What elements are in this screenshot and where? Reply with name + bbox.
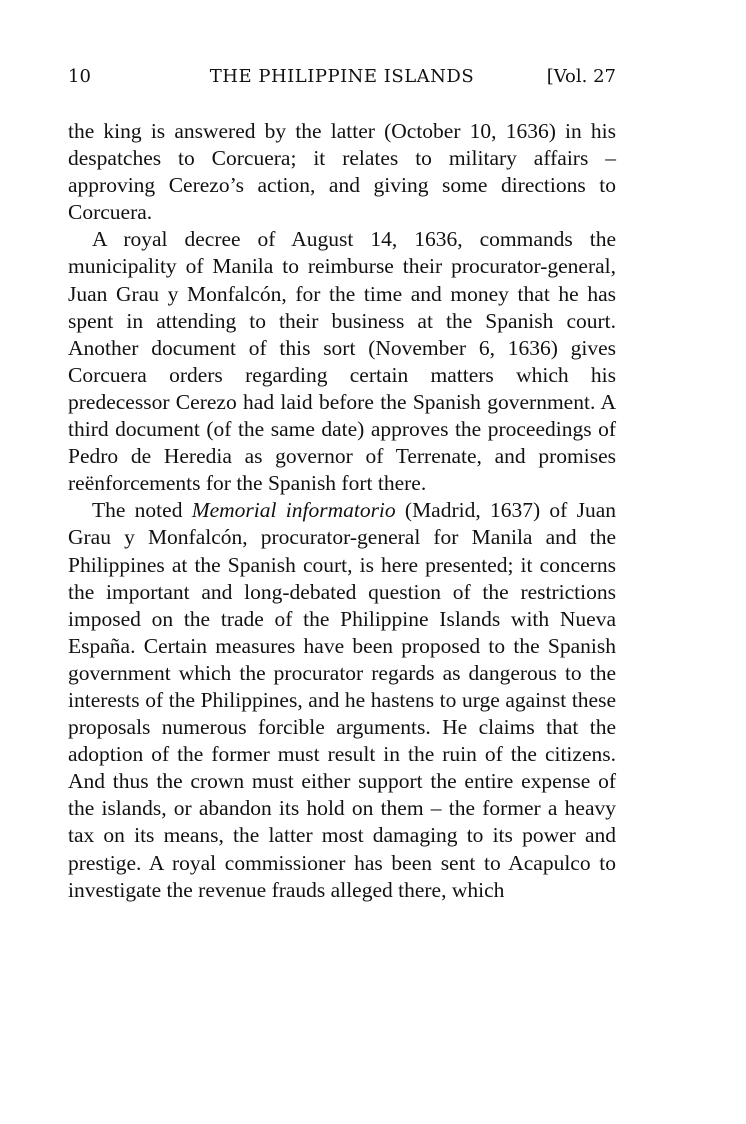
paragraph-2: A royal decree of August 14, 1636, commands the municipality of Manila to reimburse their procurator-general, Juan Grau y Monfalcón, for the time and money that he has spent in attending to their business at the Spanish court. Another document of this sort (November 6, 1636) gives Corcuera orders regarding certain matters which his predecessor Cerezo had laid before the Spanish government. A third document (of the same date) approves the proceedings of Pedro de Heredia as governor of Terrenate, and promises reënforcements for the Spanish fort there. xyxy=(68,227,616,496)
running-title: THE PHILIPPINE ISLANDS xyxy=(209,66,475,87)
paragraph-3-rest: (Madrid, 1637) of Juan Grau y Monfalcón, procurator-general for Manila and the Philippines at the Spanish court, is here presented; it concerns the important and long-debated question of the restrictions imposed on the trade of the Philippine Islands with Nueva España. Certain measures have been proposed to the Spanish government which the procurator regards as dangerous to the interests of the Philippines, and he hastens to urge against these proposals numerous forcible arguments. He claims that the adoption of the former must result in the ruin of the citizens. And thus the crown must either support the entire expense of the islands, or abandon its hold on them – the former a heavy tax on its means, the latter most damaging to its power and prestige. A royal commissioner has been sent to Acapulco to investigate the revenue frauds alleged there, which xyxy=(68,498,616,902)
volume-label: [Vol. 27 xyxy=(546,66,616,87)
book-title-italic: Memorial informatorio xyxy=(191,498,396,523)
body-text xyxy=(68,118,616,904)
running-header xyxy=(68,66,616,96)
paragraph-3-lead: The noted xyxy=(92,498,192,523)
page-number: 10 xyxy=(68,66,91,87)
paragraph-1: the king is answered by the latter (October 10, 1636) in his despatches to Corcuera; it relates to military affairs – approving Cerezo’s action, and giving some directions to Corcuera. xyxy=(68,119,616,225)
paragraph-3 xyxy=(68,497,616,903)
